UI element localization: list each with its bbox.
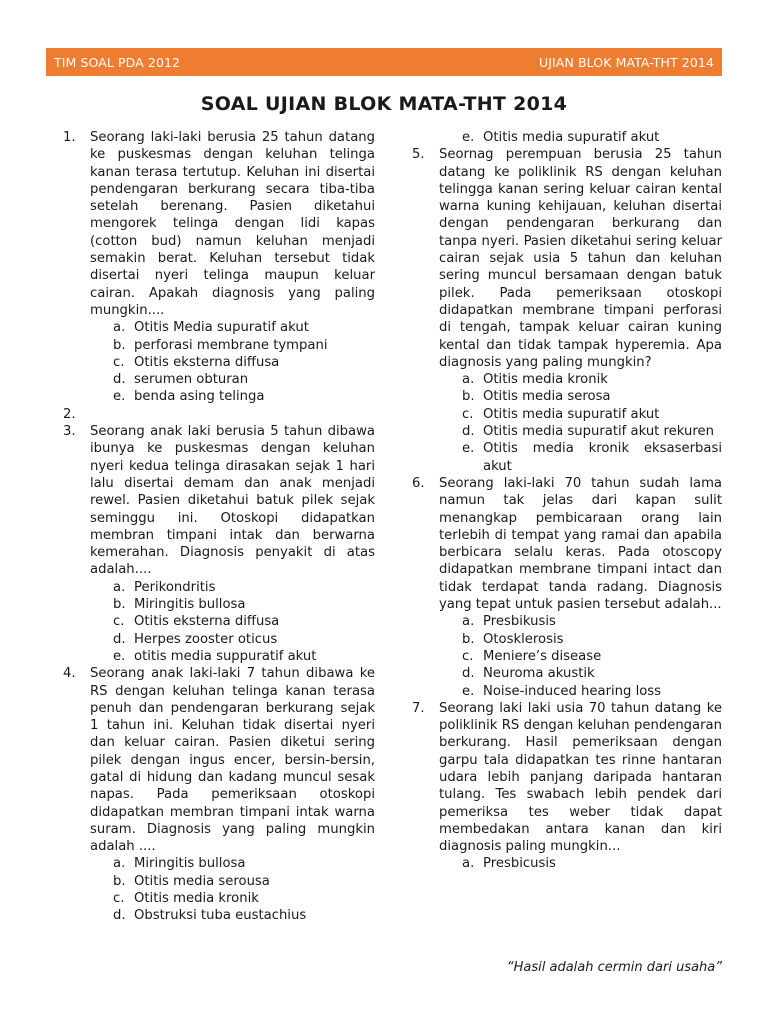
option-text: Meniere’s disease (483, 648, 602, 664)
option-text: Otosklerosis (483, 631, 564, 647)
question-text: Seorang anak laki berusia 5 tahun dibawa ibunya ke puskesmas dengan keluhan nyeri kedua telinga dirasakan sejak 1 hari lalu disertai demam dan anak menjadi rewel. Pasien diketahui batuk pilek sejak seminggu ini. Otoskopi didapatkan membran timpani intak dan berwarna kemerahan. Diagnosis penyakit di atas adalah.... (90, 424, 375, 578)
option-text: Otitis Media supuratif akut (134, 320, 309, 336)
option (462, 388, 722, 405)
option-letter: c. (113, 614, 125, 630)
option (113, 596, 375, 613)
option (462, 406, 722, 423)
option-letter: c. (113, 891, 125, 907)
option (113, 579, 375, 596)
option (462, 371, 722, 388)
question-number: 5. (412, 147, 425, 163)
option-text: Miringitis bullosa (134, 597, 246, 613)
option (113, 890, 375, 907)
option (113, 907, 375, 924)
question-2 (63, 406, 375, 423)
option (113, 354, 375, 371)
question-4-options-continued (462, 129, 722, 146)
option (113, 631, 375, 648)
option-letter: d. (113, 908, 126, 924)
question-5 (412, 146, 722, 371)
option-letter: a. (113, 320, 126, 336)
header-bar (46, 48, 722, 76)
option-letter: a. (462, 856, 475, 872)
option-text: serumen obturan (134, 372, 249, 388)
question-1 (63, 129, 375, 319)
option-letter: b. (462, 389, 475, 405)
question-6 (412, 475, 722, 613)
question-text: Seorang anak laki-laki 7 tahun dibawa ke RS dengan keluhan telinga kanan terasa penuh dan pendengaran berkurang sejak 1 tahun ini. Keluhan tidak disertai nyeri dan keluar cairan. Pasien diketui sering pilek dengan ingus encer, bersin-bersin, gatal di hidung dan kadang muncul sesak napas. Pada pemeriksaan otoskopi didapatkan membran timpani intak warna suram. Diagnosis yang paling mungkin adalah .... (90, 666, 375, 855)
question-text: Seorang laki laki usia 70 tahun datang ke poliklinik RS dengan keluhan pendengaran berkurang. Hasil pemeriksaan dengan garpu tala didapatkan tes rinne hantaran udara lebih panjang daripada hantaran tulang. Tes swabach lebih pendek dari pemeriksa tes weber tidak dapat membedakan antara kanan dan kiri diagnosis paling mungkin... (439, 700, 722, 855)
option (462, 613, 722, 630)
question-3 (63, 423, 375, 579)
option (113, 613, 375, 630)
option-text: Presbikusis (483, 614, 556, 630)
option-text: Obstruksi tuba eustachius (134, 908, 307, 924)
option-text: Miringitis bullosa (134, 856, 246, 872)
header-right: UJIAN BLOK MATA-THT 2014 (538, 54, 714, 70)
option-letter: b. (113, 597, 126, 613)
option (113, 371, 375, 388)
option (462, 683, 722, 700)
option (462, 440, 722, 475)
option (113, 388, 375, 405)
question-4 (63, 665, 375, 855)
option-letter: e. (113, 389, 126, 405)
option-text: Otitis media kronik (134, 891, 259, 907)
footer-quote: “Hasil adalah cermin dari usaha” (506, 960, 722, 975)
question-1-options (113, 319, 375, 405)
question-number: 7. (412, 700, 425, 716)
left-column (63, 129, 375, 925)
option-text: benda asing telinga (134, 389, 265, 405)
option-text: Presbicusis (483, 856, 556, 872)
option (462, 423, 722, 440)
option (462, 648, 722, 665)
right-column (412, 129, 722, 873)
option (113, 873, 375, 890)
option-text: Noise-induced hearing loss (483, 683, 662, 699)
option-text: Otitis eksterna diffusa (134, 614, 280, 630)
option-letter: a. (113, 856, 126, 872)
option-letter: c. (113, 354, 125, 370)
option-letter: d. (113, 372, 126, 388)
option-text: Otitis media kronik (483, 372, 608, 388)
option-letter: e. (462, 683, 475, 699)
question-number: 4. (63, 666, 76, 682)
option-letter: a. (462, 614, 475, 630)
option-letter: e. (462, 441, 475, 457)
option-text: Perikondritis (134, 579, 216, 595)
question-text: Seorang laki-laki 70 tahun sudah lama namun tak jelas dari kapan sulit menangkap pembicaraan orang lain terlebih di tempat yang ramai dan apabila berbicara selalu keras. Pada otoscopy didapatkan membrane timpani intact dan tidak terdapat tanda radang. Diagnosis yang tepat untuk pasien tersebut adalah... (439, 475, 722, 613)
option-letter: e. (462, 130, 475, 145)
option-letter: d. (462, 424, 475, 440)
option-letter: b. (113, 873, 126, 889)
option-text: Otitis media supuratif akut (483, 130, 660, 145)
page-title: SOAL UJIAN BLOK MATA-THT 2014 (200, 93, 568, 115)
option (113, 337, 375, 354)
question-text: Seornag perempuan berusia 25 tahun datang ke poliklinik RS dengan keluhan telingga kanan sering keluar cairan kental warna kuning kehijauan, keluhan disertai dengan pendengaran berkurang dan tanpa nyeri. Pasien diketahui sering keluar cairan sejak usia 5 tahun dan keluhan sering muncul bersamaan dengan batuk pilek. Pada pemeriksaan otoskopi didapatkan membrane timpani perforasi di tengah, tampak keluar cairan kuning kental dan tidak tampak hyperemia. Apa diagnosis yang paling mungkin? (439, 147, 722, 370)
option (462, 631, 722, 648)
option-letter: d. (113, 631, 126, 647)
option-text: Otitis media kronik eksaserbasi akut (483, 441, 722, 474)
question-7 (412, 700, 722, 856)
option-letter: d. (462, 666, 475, 682)
question-number: 3. (63, 424, 76, 440)
question-number: 6. (412, 475, 425, 491)
question-7-options (462, 855, 722, 872)
option-text: Otitis media supuratif akut rekuren (483, 424, 714, 440)
question-6-options (462, 613, 722, 699)
option (462, 855, 722, 872)
option-text: perforasi membrane tympani (134, 337, 328, 353)
option (113, 855, 375, 872)
option-letter: c. (462, 648, 474, 664)
option-text: Otitis media serosa (483, 389, 611, 405)
option-letter: a. (113, 579, 126, 595)
question-text: Seorang laki-laki berusia 25 tahun datang ke puskesmas dengan keluhan telinga kanan terasa tertutup. Keluhan ini disertai pendengaran berkurang secara tiba-tiba setelah berenang. Pasien diketahui mengorek telinga dengan lidi kapas (cotton bud) namun keluhan menjadi semakin berat. Keluhan tersebut tidak disertai nyeri telinga maupun keluar cairan. Apakah diagnosis yang paling mungkin.... (90, 130, 375, 318)
option (462, 665, 722, 682)
option-text: Neuroma akustik (483, 666, 595, 682)
header-left: TIM SOAL PDA 2012 (54, 54, 181, 70)
option (462, 129, 722, 146)
option (113, 319, 375, 336)
option-text: Otitis media serousa (134, 873, 270, 889)
option-text: Herpes zooster oticus (134, 631, 278, 647)
option-letter: a. (462, 372, 475, 388)
option (113, 648, 375, 665)
option-text: Otitis media supuratif akut (483, 406, 660, 422)
question-text (90, 406, 375, 423)
option-text: otitis media suppuratif akut (134, 648, 317, 664)
option-letter: c. (462, 406, 474, 422)
question-4-options (113, 855, 375, 924)
option-text: Otitis eksterna diffusa (134, 354, 280, 370)
option-letter: e. (113, 648, 126, 664)
option-letter: b. (113, 337, 126, 353)
question-5-options (462, 371, 722, 475)
option-letter: b. (462, 631, 475, 647)
question-number: 2. (63, 406, 76, 422)
question-number: 1. (63, 130, 76, 145)
question-3-options (113, 579, 375, 665)
